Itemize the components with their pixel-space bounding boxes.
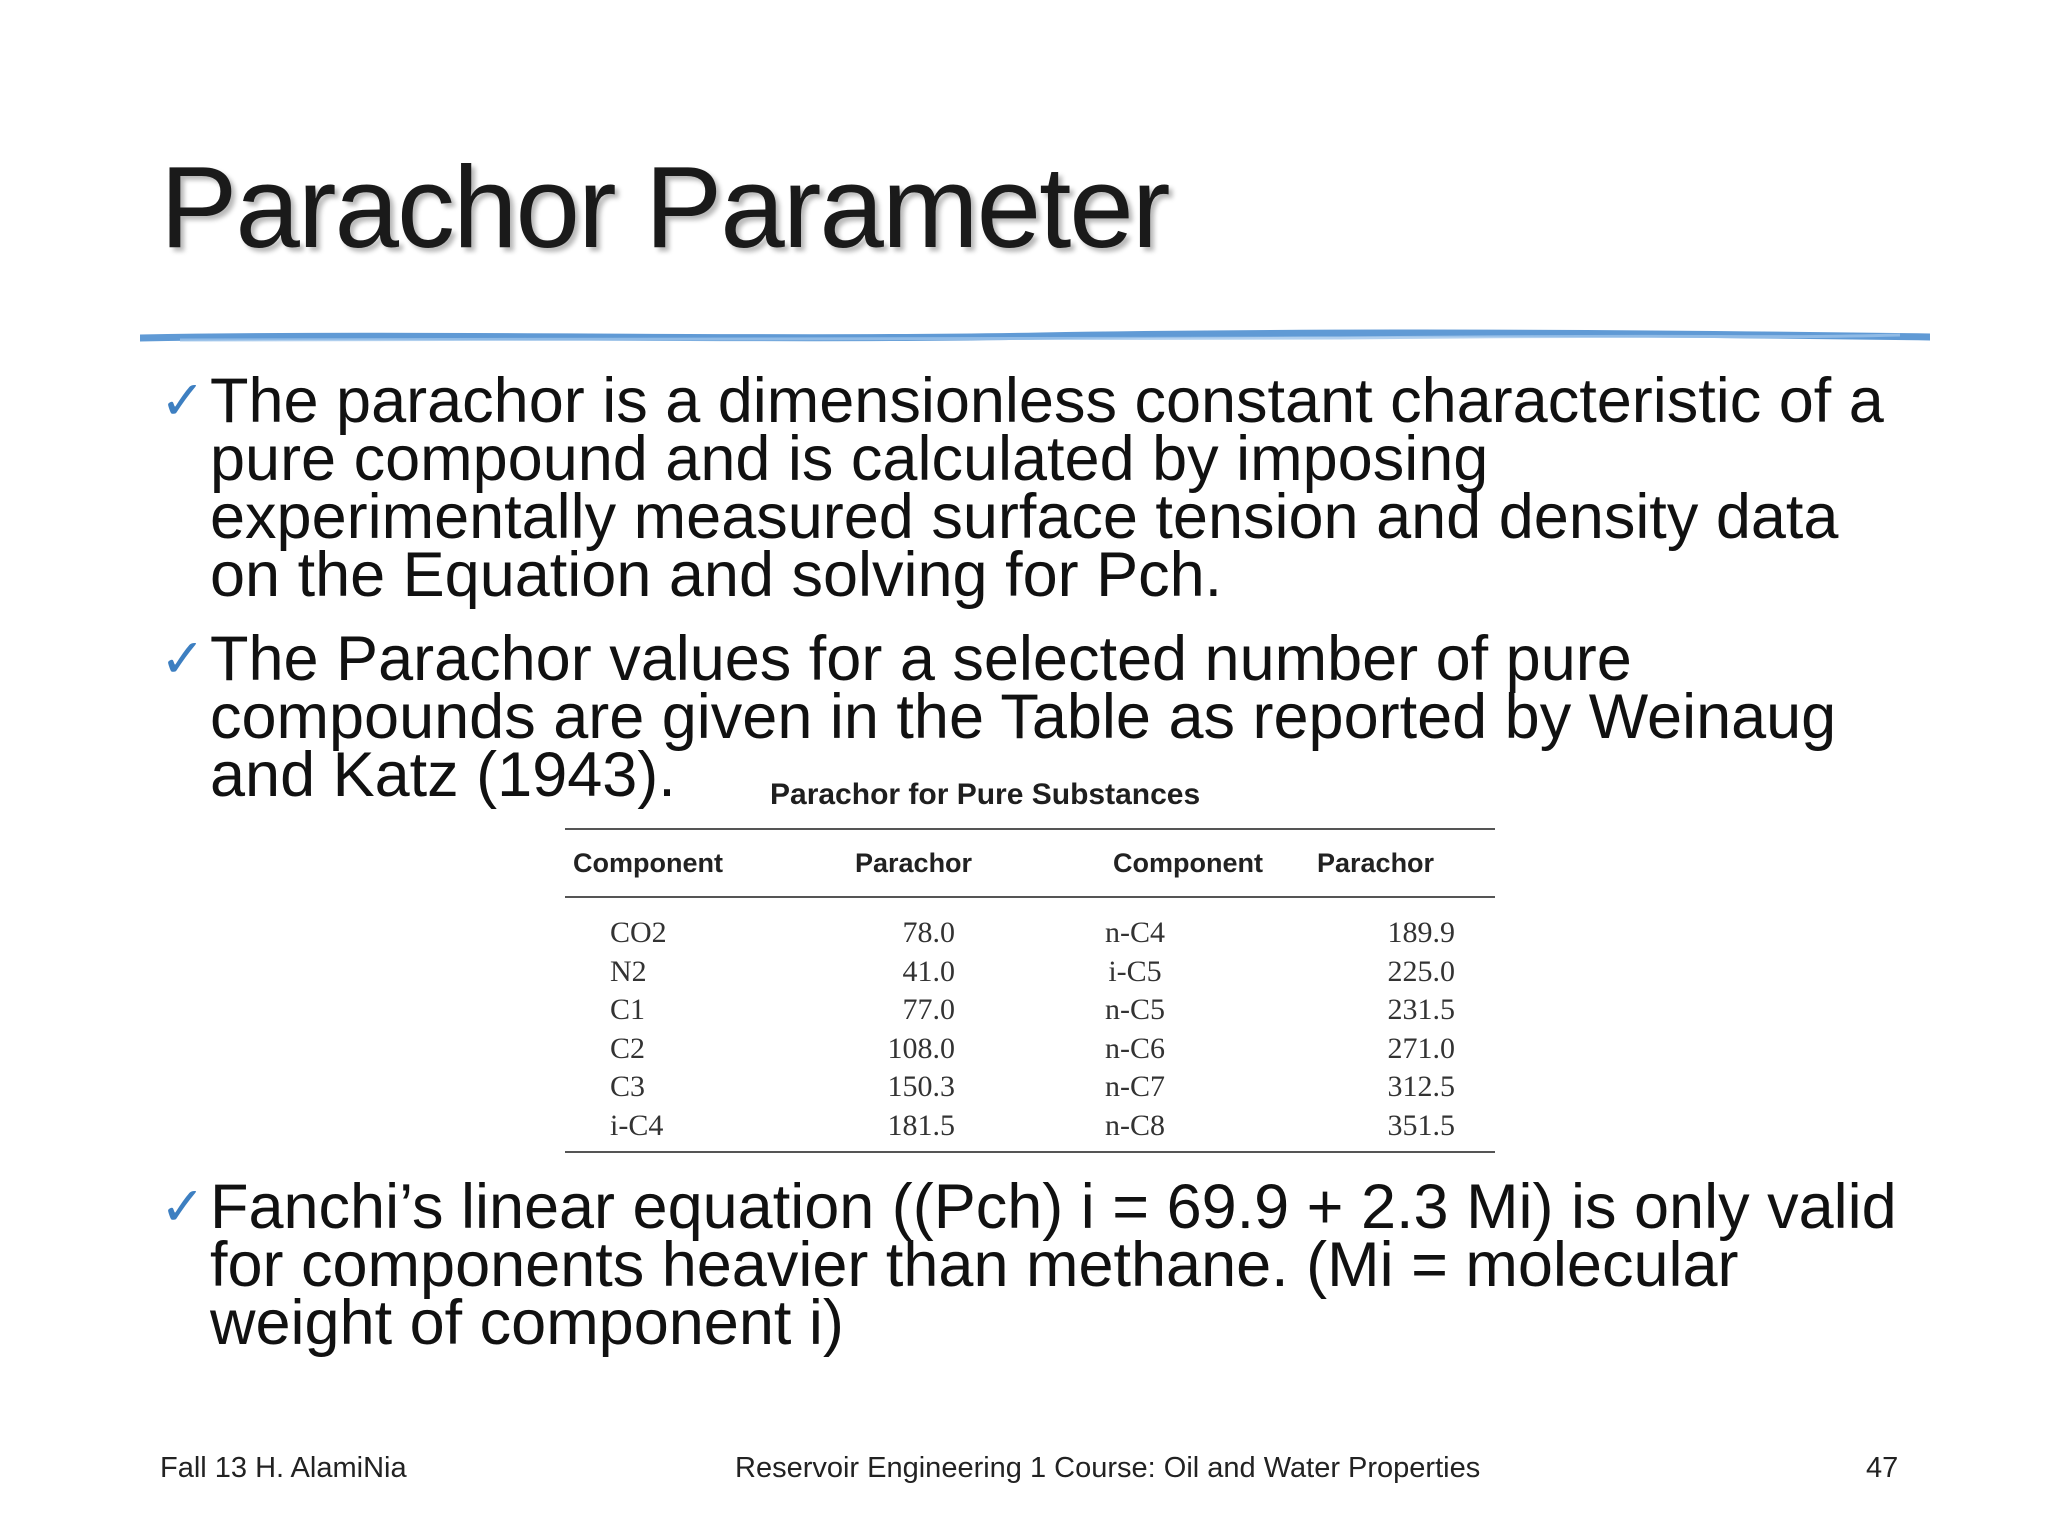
table-row [565, 1107, 1495, 1146]
table-row [565, 991, 1495, 1030]
component-cell: C1 [610, 993, 646, 1027]
component-cell: n-C6 [1105, 1031, 1165, 1065]
parachor-table [565, 828, 1495, 1153]
slide-title: Parachor Parameter [160, 142, 1169, 272]
component-cell: n-C5 [1105, 993, 1165, 1027]
bullet-2-text: The Parachor values for a selected number of pure compounds are given in the Table as reported by Weinaug and Katz (1943). [210, 624, 1837, 810]
component-cell: n-C8 [1105, 1108, 1165, 1142]
table-header-row [565, 830, 1495, 898]
bullet-1 [160, 366, 1900, 610]
parachor-cell: 351.5 [1387, 1108, 1455, 1142]
footer-course: Reservoir Engineering 1 Course: Oil and Water Properties [735, 1452, 1481, 1484]
table-caption: Parachor for Pure Substances [770, 778, 1201, 811]
parachor-cell: 41.0 [902, 954, 955, 988]
component-cell: i-C5 [1108, 954, 1162, 988]
component-cell: i-C4 [610, 1108, 664, 1142]
component-cell: C2 [610, 1031, 646, 1065]
table-row [565, 1068, 1495, 1107]
table-row [565, 953, 1495, 992]
parachor-cell: 225.0 [1387, 954, 1455, 988]
title-divider [140, 325, 1930, 351]
parachor-cell: 78.0 [902, 916, 955, 950]
parachor-cell: 271.0 [1387, 1031, 1455, 1065]
checkmark-icon: ✓ [160, 371, 206, 431]
parachor-cell: 189.9 [1387, 916, 1455, 950]
parachor-cell: 312.5 [1387, 1070, 1455, 1104]
checkmark-icon: ✓ [160, 629, 206, 689]
component-cell: C3 [610, 1070, 646, 1104]
parachor-cell: 181.5 [887, 1108, 955, 1142]
bullet-3 [160, 1172, 1900, 1358]
table-header-cell: Component [1113, 847, 1263, 878]
parachor-cell: 77.0 [902, 993, 955, 1027]
table-header-cell: Parachor [855, 847, 973, 878]
parachor-cell: 150.3 [887, 1070, 955, 1104]
bullet-3-text: Fanchi’s linear equation ((Pch) i = 69.9 + 2.3 Mi) is only valid for components heavier than methane. (Mi = molecular weight of component i) [210, 1172, 1897, 1358]
checkmark-icon: ✓ [160, 1177, 206, 1237]
page-number: 47 [1866, 1452, 1899, 1484]
table-header-cell: Component [573, 847, 723, 878]
bullet-1-text: The parachor is a dimensionless constant characteristic of a pure compound and is calculated by imposing experimentally measured surface tension and density data on the Equation and solving for Pch. [210, 366, 1884, 610]
component-cell: CO2 [610, 916, 667, 950]
component-cell: n-C7 [1105, 1070, 1165, 1104]
parachor-cell: 108.0 [887, 1031, 955, 1065]
table-row [565, 1030, 1495, 1069]
table-header-cell: Parachor [1317, 847, 1435, 878]
footer-author: Fall 13 H. AlamiNia [160, 1452, 407, 1484]
component-cell: N2 [610, 954, 647, 988]
table-row [565, 914, 1495, 953]
parachor-cell: 231.5 [1387, 993, 1455, 1027]
table-body [565, 898, 1495, 1151]
component-cell: n-C4 [1105, 916, 1165, 950]
